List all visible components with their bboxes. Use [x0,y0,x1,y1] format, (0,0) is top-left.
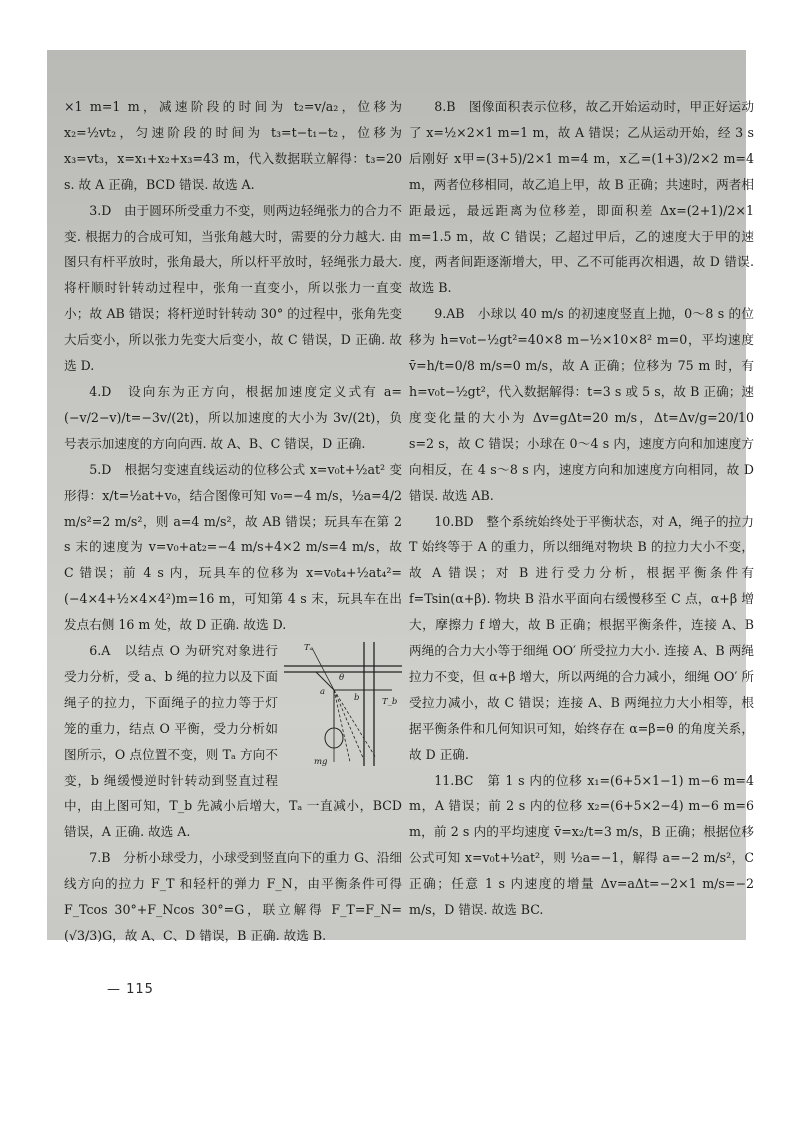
answer-7: 7.B 分析小球受力，小球受到竖直向下的重力 G、沿细线方向的拉力 F_T 和轻杆的弹力 F_N，由平衡条件可得 F_Tcos 30°+F_Ncos 30°=G，联立解得 F_T=F_N=(√3/3)G，故 A、C、D 错误，B 正确. 故选 B. [64,850,402,943]
label-theta: θ [339,673,345,684]
answer-5: 5.D 根据匀变速直线运动的位移公式 x=v₀t+½at² 变形得：x/t=½at+v₀，结合图像可知 v₀=−4 m/s，½a=4/2 m/s²=2 m/s²，则 a=4 m/s²，故 AB 错误；玩具车在第 2 s 末的速度为 v=v₀+at₂=−4 m/s+4×2 m/s=4 m/s，故 C 错误；前 4 s 内，玩具车的位移为 x=v₀t₄+½at₄²=(−4×4+½×4×4²)m=16 m，可知第 4 s 末，玩具车在出发点右侧 16 m 处，故 D 正确. 故选 D. [64,461,402,633]
dashed-line-3 [334,690,350,762]
label-ta: Tₐ [304,643,313,654]
left-column [64,94,402,949]
answer-11: 11.BC 第 1 s 内的位移 x₁=(6+5×1−1) m−6 m=4 m，A 错误；前 2 s 内的位移 x₂=(6+5×2−4) m−6 m=6 m，前 2 s 内的平均速度 v̄=x₂/t=3 m/s，B 正确；根据位移公式可知 x=v₀t+½at²，则 ½a=−1，解得 a=−2 m/s²，C 正确；任意 1 s 内速度的增量 Δv=aΔt=−2×1 m/s=−2 m/s，D 错误. 故选 BC. [409,772,754,918]
label-tb: T_b [382,697,398,708]
label-a: a [320,687,326,698]
answer-6 [64,638,402,845]
dashed-line-2 [334,690,364,760]
answer-3: 3.D 由于圆环所受重力不变，则两边轻绳张力的合力不变. 根据力的合成可知，当张角越大时，需要的分力越大. 由图只有杆平放时，张角最大，所以杆平放时，轻绳张力最大. 将杆顺时针转动过程中，张角一直变小，所以张力一直变小；故 AB 错误；将杆逆时针转动 30° 的过程中，张角先变大后变小，所以张力先变大后变小，故 C 错误，D 正确. 故选 D. [64,202,402,374]
page-number: — 115 [107,982,154,997]
tension-a-vector [312,648,334,690]
answer-6-text: 6.A 以结点 O 为研究对象进行受力分析，受 a、b 绳的拉力以及下面绳子的拉力，下面绳子的拉力等于灯笼的重力，结点 O 平衡，受力分析如图所示，O 点位置不变，则 Tₐ 方向不变，b 绳缓慢逆时针转动到竖直过程中，由上图可知，T_b 先减小后增大，Tₐ 一直减小，BCD 错误，A 正确. 故选 A. [64,643,402,840]
label-mg: mg [314,757,328,768]
label-b: b [354,693,360,704]
answer-9: 9.AB 小球以 40 m/s 的初速度竖直上抛，0～8 s 的位移为 h=v₀t−½gt²=40×8 m−½×10×8² m=0，平均速度 v̄=h/t=0/8 m/s=0 m/s，故 A 正确；位移为 75 m 时，有 h=v₀t−½gt²，代入数据解得：t=3 s 或 5 s，故 B 正确；速度变化量的大小为 Δv=gΔt=20 m/s，Δt=Δv/g=20/10 s=2 s，故 C 错误；小球在 0～4 s 内，速度方向和加速度方向相反，在 4 s～8 s 内，速度方向和加速度方向相同，故 D 错误. 故选 AB. [409,306,754,503]
answer-8: 8.B 图像面积表示位移，故乙开始运动时，甲正好运动了 x=½×2×1 m=1 m，故 A 错误；乙从运动开始，经 3 s 后刚好 x甲=(3+5)/2×1 m=4 m，x乙=(1+3)/2×2 m=4 m，两者位移相同，故乙追上甲，故 B 正确；共速时，两者相距最远，最远距离为位移差，即面积差 Δx=(2+1)/2×1 m=1.5 m，故 C 错误；乙超过甲后，乙的速度大于甲的速度，两者间距逐渐增大，甲、乙不可能再次相遇，故 D 错误. 故选 B. [409,99,754,296]
scanned-page [47,50,754,997]
right-column [409,94,754,923]
answer-4: 4.D 设向东为正方向，根据加速度定义式有 a=(−v/2−v)/t=−3v/(2t)，所以加速度的大小为 3v/(2t)，负号表示加速度的方向向西. 故 A、B、C 错误，D 正确. [64,383,402,451]
answer-2-continuation: ×1 m=1 m，减速阶段的时间为 t₂=v/a₂，位移为 x₂=½vt₂，匀速阶段的时间为 t₃=t−t₁−t₂，位移为 x₃=vt₃，x=x₁+x₂+x₃=43 m，代入数据联立解得：t₃=20 s. 故 A 正确，BCD 错误. 故选 A. [64,99,402,192]
force-diagram [284,640,402,768]
answer-10: 10.BD 整个系统始终处于平衡状态，对 A，绳子的拉力 T 始终等于 A 的重力，所以细绳对物块 B 的拉力大小不变，故 A 错误；对 B 进行受力分析，根据平衡条件有 f=Tsin(α+β). 物块 B 沿水平面向右缓慢移至 C 点，α+β 增大，摩擦力 f 增大，故 B 正确；根据平衡条件，连接 A、B 两绳的合力大小等于细绳 OO′ 所受拉力大小. 连接 A、B 两绳拉力不变，但 α+β 增大，所以两绳的合力减小，细绳 OO′ 所受拉力减小，故 C 错误；连接 A、B 两绳拉力大小相等，根据平衡条件和几何知识可知，始终存在 α=β=θ 的角度关系，故 D 正确. [409,513,754,762]
